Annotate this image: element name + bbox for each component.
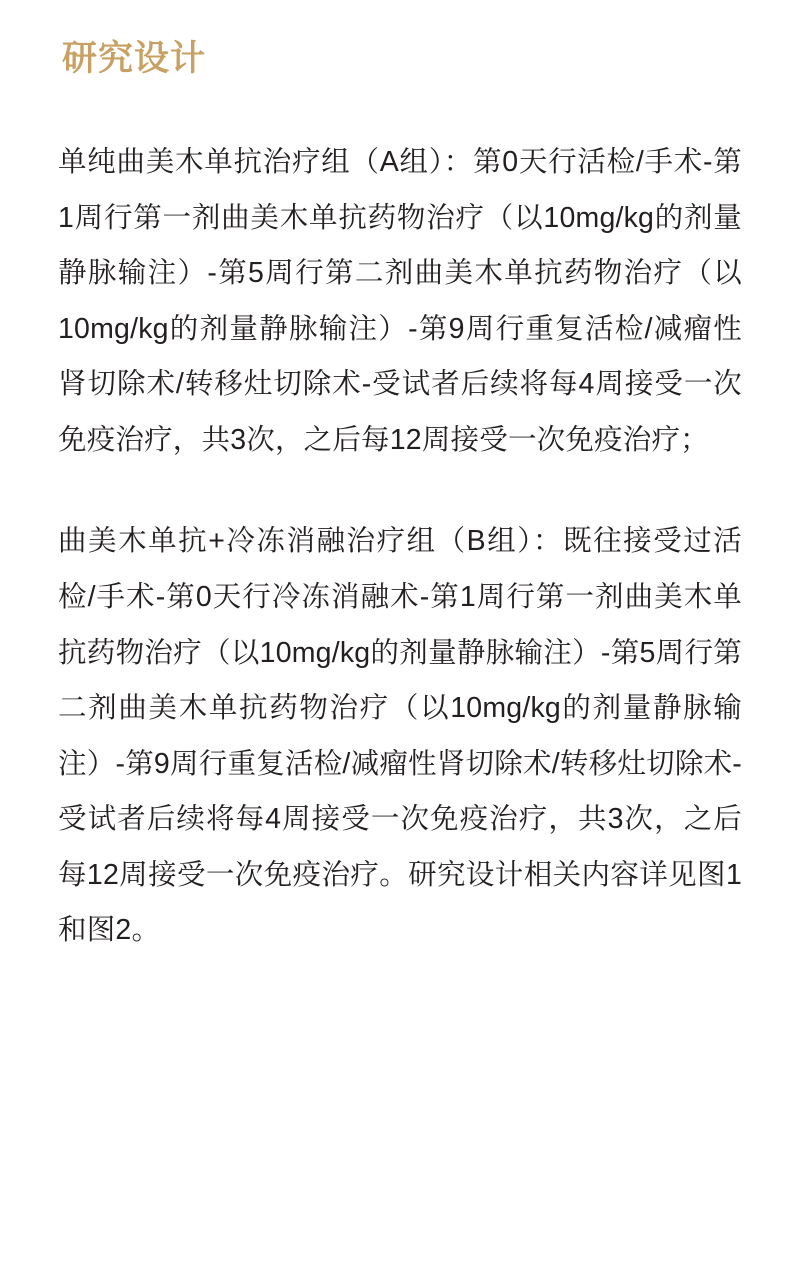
- paragraph-group-a: 单纯曲美木单抗治疗组（A组）：第0天行活检/手术-第1周行第一剂曲美木单抗药物治疗（以10mg/kg的剂量静脉输注）-第5周行第二剂曲美木单抗药物治疗（以10mg/kg的剂量静脉输注）-第9周行重复活检/减瘤性肾切除术/转移灶切除术-受试者后续将每4周接受一次免疫治疗，共3次，之后每12周接受一次免疫治疗；: [58, 146, 742, 456]
- paragraph-group-b: 曲美木单抗+冷冻消融治疗组（B组）：既往接受过活检/手术-第0天行冷冻消融术-第1周行第一剂曲美木单抗药物治疗（以10mg/kg的剂量静脉输注）-第5周行第二剂曲美木单抗药物治疗（以10mg/kg的剂量静脉输注）-第9周行重复活检/减瘤性肾切除术/转移灶切除术-受试者后续将每4周接受一次免疫治疗，共3次，之后每12周接受一次免疫治疗。研究设计相关内容详见图1和图2。: [58, 525, 742, 947]
- page-title: 研究设计: [62, 38, 207, 79]
